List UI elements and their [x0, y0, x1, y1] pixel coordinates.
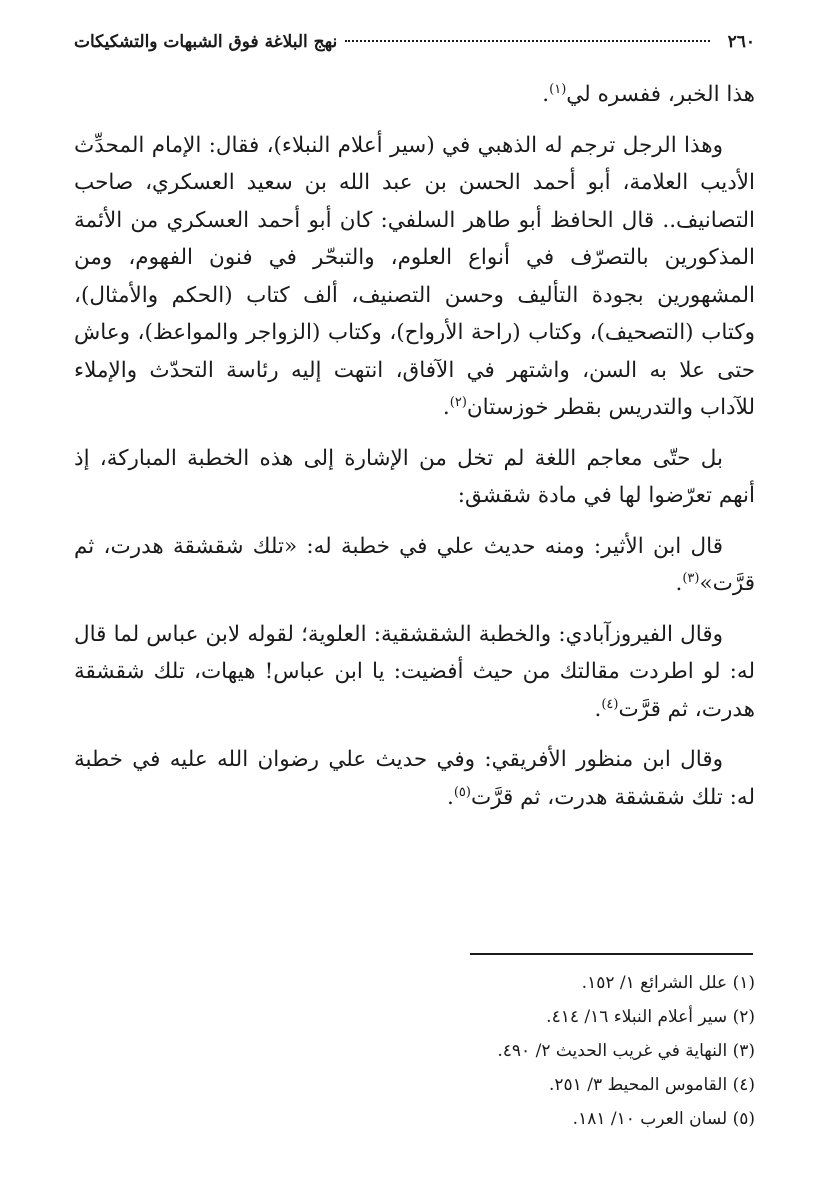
- paragraph-text: بل حتّى معاجم اللغة لم تخل من الإشارة إلى هذه الخطبة المباركة، إذ أنهم تعرّضوا لها في مادة شقشق:: [74, 445, 755, 508]
- paragraph-end: .: [594, 696, 602, 722]
- page-number: ٢٦٠: [727, 32, 755, 52]
- paragraph-text: وقال الفيروزآبادي: والخطبة الشقشقية: العلوية؛ لقوله لابن عباس لما قال له: لو اطردت مقالتك من حيث أفضيت: يا ابن عباس! هيهات، تلك شقشقة هدرت، ثم قرَّت: [74, 621, 755, 722]
- footnote-separator: [470, 953, 753, 955]
- paragraph-text: هذا الخبر، ففسره لي: [566, 82, 755, 107]
- running-header: [74, 32, 755, 52]
- paragraph-text: قال ابن الأثير: ومنه حديث علي في خطبة له: «تلك شقشقة هدرت، ثم قرَّت»: [74, 533, 755, 596]
- paragraph-5: [74, 616, 755, 729]
- footnote-ref: (١): [549, 81, 567, 97]
- footnote-ref: (٤): [601, 696, 619, 712]
- main-text: [74, 76, 755, 829]
- footnotes: [74, 966, 755, 1136]
- paragraph-end: .: [442, 395, 450, 420]
- footnote-3: (٣) النهاية في غريب الحديث ٢/ ٤٩٠.: [497, 1041, 755, 1061]
- paragraph-6: [74, 741, 755, 816]
- paragraph-end: .: [446, 784, 454, 810]
- paragraph-1: [74, 76, 755, 114]
- footnote-2: (٢) سير أعلام النبلاء ١٦/ ٤١٤.: [546, 1007, 755, 1027]
- footnote-ref: (٣): [682, 570, 700, 586]
- footnote-5: (٥) لسان العرب ١٠/ ١٨١.: [572, 1109, 755, 1129]
- footnote-ref: (٥): [453, 784, 471, 800]
- paragraph-4: [74, 528, 755, 603]
- paragraph-text: وقال ابن منظور الأفريقي: وفي حديث علي رضوان الله عليه في خطبة له: تلك شقشقة هدرت، ثم قرَّت: [74, 747, 755, 810]
- footnote-4: (٤) القاموس المحيط ٣/ ٢٥١.: [548, 1075, 755, 1095]
- footnote-ref: (٢): [449, 394, 467, 410]
- paragraph-text: وهذا الرجل ترجم له الذهبي في (سير أعلام النبلاء)، فقال: الإمام المحدِّث الأديب العلامة، أبو أحمد الحسن بن عبد الله بن سعيد العسكري، صاحب التصانيف.. قال الحافظ أبو طاهر السلفي: كان أبو أحمد العسكري من الأئمة المذكورين بالتصرّف في أنواع العلوم، والتبحّر في فنون الفهوم، ومن المشهورين بجودة التأليف وحسن التصنيف، ألف كتاب (الحكم والأمثال)، وكتاب (التصحيف)، وكتاب (راحة الأرواح)، وكتاب (الزواجر والمواعظ)، وعاش حتى علا به السن، واشتهر في الآفاق، انتهت إليه رئاسة التحدّث والإملاء للآداب والتدريس بقطر خوزستان: [74, 132, 755, 420]
- footnote-1: (١) علل الشرائع ١/ ١٥٢.: [581, 973, 755, 993]
- paragraph-end: .: [675, 571, 683, 596]
- paragraph-2: [74, 127, 755, 427]
- paragraph-3: [74, 440, 755, 515]
- running-title: نهج البلاغة فوق الشبهات والتشكيكات: [74, 32, 338, 52]
- header-dotted-leader: [345, 40, 709, 42]
- paragraph-end: .: [542, 82, 550, 107]
